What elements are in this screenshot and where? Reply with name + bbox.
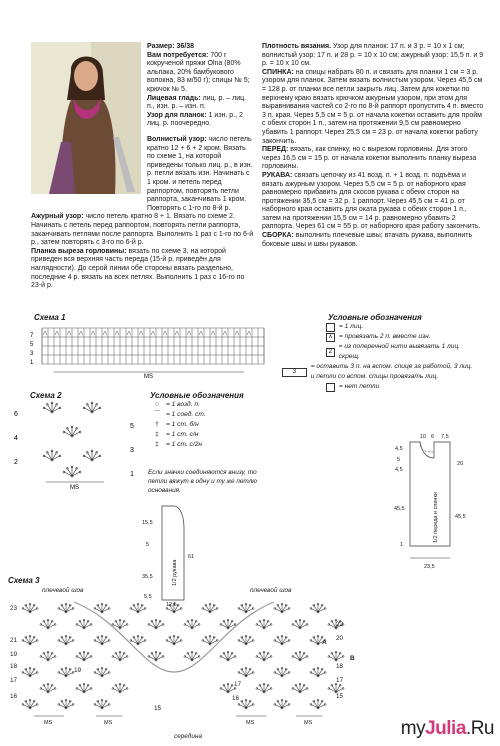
sleeve-left-355: 35,5	[142, 574, 153, 580]
schema3-rrow17: 17	[336, 677, 344, 684]
sleeve-left-55: 5,5	[144, 594, 152, 600]
gauge-text: Узор для планок: 17 п. и 3 р. = 10 x 1 см; волнистый узор: 17 п. и 28 р. = 10 x 10 см; ажурный узор: 15,5 п. и 9 р. = 10 x 10 см.	[262, 43, 484, 68]
schema2-title: Схема 2	[30, 391, 62, 400]
body-left-1: 1	[400, 542, 404, 548]
schema3-label-b: B	[350, 655, 355, 662]
body-pattern	[390, 428, 490, 576]
wave-text: число петель кратно 12 + 6 + 2 кром. Вязать по схеме 1, на которой приведены только лиц. р., в изн. р. петли вязать изн. Начинать с 1 кром. и петель перед раппортом, повторять петли раппорта, заканчивать 1 кром. Повторять с 1-го по 8-й р.	[147, 136, 253, 212]
schema2-row4: 4	[14, 435, 18, 442]
schema3-row18: 18	[10, 663, 18, 670]
legend2-item: ‡ = 1 ст. с/2н	[155, 441, 202, 448]
schema3-center: середина	[174, 733, 202, 740]
body-left-455: 45,5	[394, 506, 405, 512]
body-right-455: 45,5	[455, 514, 466, 520]
schema3-title: Схема 3	[8, 576, 40, 585]
schema2-row6: 6	[14, 411, 18, 418]
schema3-rrow15: 15	[336, 693, 344, 700]
schema1-ms: MS	[144, 374, 153, 380]
sleeve-label: 1/2 рукава	[172, 559, 178, 586]
sleeve-right-61: 61	[188, 554, 195, 560]
size-text: Размер: 36/38	[147, 43, 195, 50]
schema2-row5: 5	[130, 423, 134, 430]
schema3-rrow22: 22	[336, 621, 344, 628]
schema3-inner16: 16	[232, 695, 240, 702]
body-top-75: 7,5	[441, 434, 449, 440]
knitting-instructions: Плотность вязания. Узор для планок: 17 п. и 3 р. = 10 x 1 см; волнистый узор: 17 п. и 28 р. = 10 x 10 см; ажурный узор: 15,5 п. и 9 р. = 10 x 10 см. СПИНКА: на спицы набрать 80 п. и связать для планки 1 см = 3 р. узором для планок. Затем вязать волнистым узором. Через 45,5 см = 128 р. от планки все петли закрыть лиц. Затем для кокетки по верхнему краю вязать крючком ажурным узором, при этом для выравнивания частей со 2-го по 8-й раппорт пропустить 4 п. вместо 3 п. края. Через 5,5 см = 5 р. от начала кокетки оставить для пройм с обеих сторон 1 п., затем на протяжении 9,5 см равномерно убавить 1 раппорт. Через 25,5 см = 23 р. от начала кокетки работу закончить. ПЕРЕД: вязать, как спинку, но с вырезом горловины. Для этого через 16,5 см = 15 р. от начала кокетки выполнить планку выреза горловины. РУКАВА: связать цепочку из 41 возд. п. + 1 возд. п. подъёма и вязать ажурным узором. Через 5,5 см = 5 р. от наборного края равномерно прибавить для скосов рукава с обеих сторон на протяжении 35,5 см = 32 р. 1 раппорт. Через 45,5 см = 41 р. от наборного края оставить для оката рукава с обеих сторон 1 п., затем на протяжении 15,5 см = 14 р. равномерно убавить 2 раппорта. Через 61 см = 55 р. от наборного края работу закончить. СБОРКА: выполнить плечевые швы; втачать рукава, выполнить боковые швы и швы рукавов.	[262, 43, 484, 248]
schema3-inner15: 15	[154, 705, 162, 712]
body-label: 1/2 переда и спинки	[433, 492, 439, 543]
materials-text: 700 г кокрученой пряжи Olna (80% альпака, 20% бамбукового волокна, 83 м/50 г); спицы № 5; крючок № 5.	[147, 51, 250, 93]
schema1-chart	[30, 322, 280, 382]
schema3-shoulder-right: плечевой шов	[250, 587, 292, 594]
schema3-rrow20: 20	[336, 635, 344, 642]
schema2-row3: 3	[130, 447, 134, 454]
schema3-rrow18: 18	[336, 663, 344, 670]
schema2-legend	[148, 400, 278, 450]
legend1-item: = 1 лиц.	[326, 322, 476, 332]
schema3-ms: MS	[246, 720, 255, 726]
legend1-item: 2 = из поперечной нити вывязать 1 лиц. скрещ.	[326, 342, 476, 362]
legend1-item: ∧ = провязать 2 п. вместе изн.	[326, 332, 476, 342]
schema1-legend-title: Условные обозначения	[328, 313, 422, 322]
schema2-row2: 2	[14, 459, 18, 466]
schema3-row23: 23	[10, 605, 18, 612]
sleeve-bottom-125: 12,5	[166, 602, 177, 608]
schema3-row21: 21	[10, 637, 18, 644]
schema2-legend-title: Условные обозначения	[150, 391, 244, 400]
assembly-text: выполнить плечевые швы; втачать рукава, выполнить боковые швы и швы рукавов.	[262, 232, 473, 248]
schema3-inner17: 17	[234, 681, 242, 688]
pattern-instructions: Волнистый узор: число петель кратно 12 + 6 + 2 кром. Вязать по схеме 1, на которой приведены только лиц. р., в изн. р. петли вязать изн. Начинать с 1 кром. и петель перед раппортом, повторять петли раппорта, заканчивать 1 кром. Повторять с 1-го по 8-й р. Ажурный узор: число петель кратно 8 + 1. Вязать по схеме 2. Начинать с петель перед раппортом, повторять петли раппорта, заканчивать петлями после раппорта. Выполнить 1 раз с 1-го по 6-й р., затем повторять с 3-го по 6-й р. Планка выреза горловины: вязать по схеме 3, на которой приведен вся верхняя часть переда (15-й р. приведён для наглядности). До серой линии обе стороны вязать раздельно, последние 4 р. вязать на всех петлях. Выполнить 1 раз с 16-го по 23-й р.	[31, 136, 254, 290]
schema3-ms: MS	[304, 720, 313, 726]
lace-text: число петель кратно 8 + 1. Вязать по схеме 2. Начинать с петель перед раппортом, повторять петли раппорта, заканчивать петлями после раппорта. Выполнить 1 раз с 1-го по 6-й р., затем повторять с 3-го по 6-й р.	[31, 213, 254, 247]
schema1-row3: 3	[30, 351, 34, 357]
schema3-row17: 17	[10, 677, 18, 684]
band-text: 1 изн. р., 2 лиц. р. поочередно.	[147, 111, 243, 128]
schema3-shoulder-left: плечевой шов	[42, 587, 84, 594]
sleeve-left-5: 5	[146, 542, 150, 548]
schema1-row7: 7	[30, 333, 34, 339]
site-logo[interactable]: myJulia.Ru	[400, 718, 494, 739]
schema2-row1: 1	[130, 471, 134, 478]
body-right-20: 20	[457, 461, 464, 467]
intro-block: Размер: 36/38 Вам потребуется: 700 г кокрученой пряжи Olna (80% альпака, 20% бамбукового волокна, 83 м/50 г); спицы № 5; крючок № 5. Лицевая гладь: лиц. р. – лиц. п., изн. р. – изн. п. Узор для планок: 1 изн. р., 2 лиц. р. поочередно.	[147, 43, 250, 128]
back-text: на спицы набрать 80 п. и связать для планки 1 см = 3 р. узором для планок. Затем вязать волнистым узором. Через 45,5 см = 128 р. от планки все петли закрыть лиц. Затем для кокетки по верхнему краю вязать крючком ажурным узором, при этом для выравнивания частей со 2-го по 8-й раппорт пропустить 4 п. вместо 3 п. края. Через 5,5 см = 5 р. от начала кокетки оставить для пройм с обеих сторон 1 п., затем на протяжении 9,5 см равномерно убавить 1 раппорт. Через 25,5 см = 23 р. от начала кокетки работу закончить.	[262, 68, 484, 145]
schema3-ms: MS	[104, 720, 113, 726]
sleeve-left-155: 15,5	[142, 520, 153, 526]
schema3-chart	[4, 582, 354, 742]
schema3-label-a: A	[322, 639, 327, 646]
body-top-6: 6	[431, 434, 435, 440]
schema1-row1: 1	[30, 360, 34, 366]
schema3-row16: 16	[10, 693, 18, 700]
body-left-5: 5	[397, 457, 401, 463]
schema1-legend	[292, 322, 476, 392]
schema2-chart	[12, 398, 142, 490]
schema1-row5: 5	[30, 342, 34, 348]
schema2-note: Если значки соединяются внизу, то петли вяжут в одну и ту же петлю основания.	[148, 469, 257, 494]
sleeve-text: связать цепочку из 41 возд. п. + 1 возд. п. подъёма и вязать ажурным узором. Через 5,5 см = 5 р. от наборного края равномерно прибавить для скосов рукава с обеих сторон на протяжении 35,5 см = 32 р. 1 раппорт. Через 45,5 см = 41 р. от наборного края оставить для оката рукава с обеих сторон 1 п., затем на протяжении 15,5 см = 14 р. равномерно убавить 2 раппорта. Через 61 см = 55 р. от наборного края работу закончить.	[262, 171, 481, 231]
front-text: вязать, как спинку, но с вырезом горловины. Для этого через 16,5 см = 15 р. от начала кокетки выполнить планку выреза горловины.	[262, 146, 477, 171]
body-top-10: 10	[420, 434, 427, 440]
stst-text: лиц. р. – лиц. п., изн. р. – изн. п.	[147, 94, 247, 111]
schema3-inner19: 19	[74, 667, 82, 674]
schema3-ms: MS	[44, 720, 53, 726]
schema1-title: Схема 1	[34, 313, 66, 322]
legend2-item: ‡ = 1 ст. с/н	[155, 431, 199, 438]
body-left-45a: 4,5	[395, 446, 403, 452]
legend2-item: ○ = 1 возд. п.	[155, 401, 200, 408]
legend1-item: 3 = оставить 3 п. на вспом. спице за работой, 3 лиц. и петли со вспом. спицы провязать лиц.	[282, 362, 476, 382]
schema3-row19: 19	[10, 651, 18, 658]
body-bottom-235: 23,5	[424, 564, 435, 570]
legend2-item: ⌒ = 1 соед. ст.	[153, 411, 206, 418]
legend1-item: = нет петли	[326, 382, 476, 392]
legend2-item: † = 1 ст. б/н	[155, 421, 199, 428]
body-left-45b: 4,5	[395, 467, 403, 473]
neck-text: вязать по схеме 3, на которой приведен вся верхняя часть переда (15-й р. приведён для наглядности). До серой линии обе стороны вязать раздельно, последние 4 р. вязать на всех петлях. Выполнить 1 раз с 16-го по 23-й р.	[31, 247, 245, 290]
schema2-ms: MS	[70, 485, 79, 491]
